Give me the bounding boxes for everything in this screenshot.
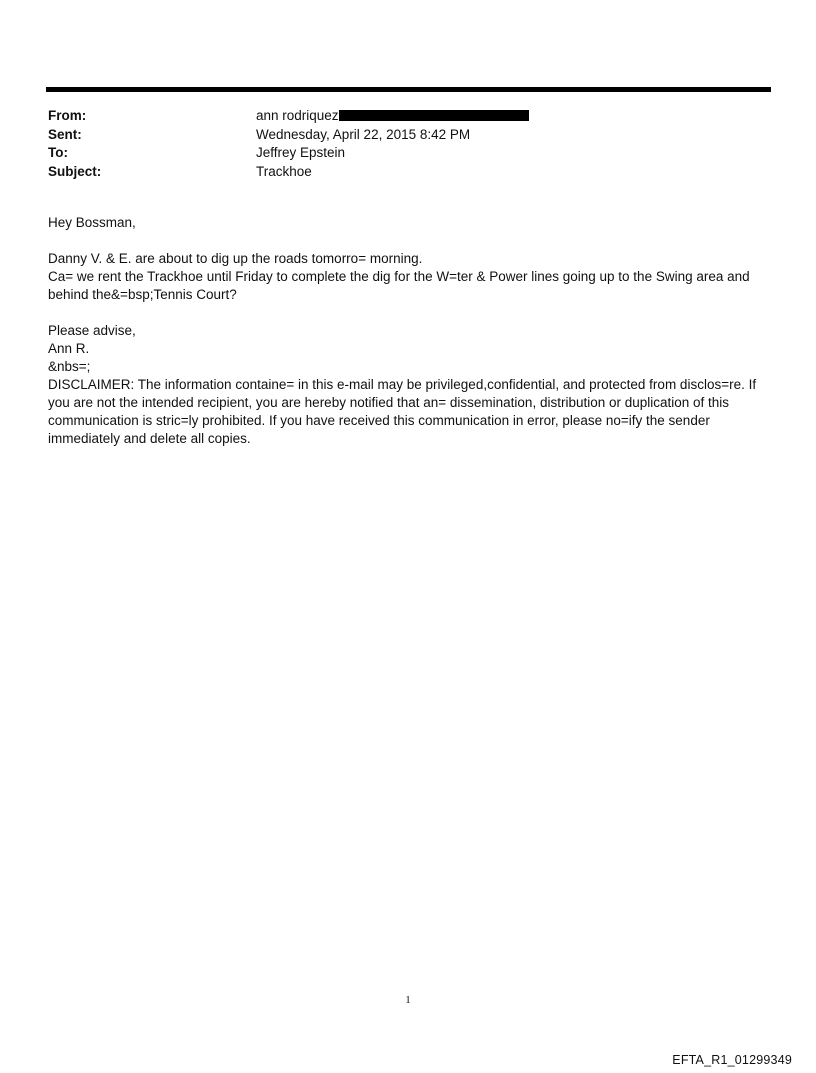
document-id: EFTA_R1_01299349 <box>672 1053 792 1067</box>
from-label: From: <box>48 108 87 123</box>
body-line-1: Danny V. & E. are about to dig up the roads tomorro= morning. <box>48 251 423 266</box>
sent-label: Sent: <box>48 126 82 142</box>
email-body <box>48 214 768 448</box>
to-row <box>48 144 748 163</box>
subject-label: Subject: <box>48 163 102 179</box>
body-line-2: Ca= we rent the Trackhoe until Friday to complete the dig for the W=ter & Power lines going up to the Swing area and behind the&=bsp;Tennis Court? <box>48 269 750 302</box>
disclaimer: DISCLAIMER: The information containe= in this e-mail may be privileged,confidential, and protected from disclos=re. If you are not the intended recipient, you are hereby notified that an= dissemination, distribution or duplication of this communication is stric=ly prohibited. If you have received this communication in error, please no=ify the sender immediately and delete all copies. <box>48 377 757 446</box>
greeting: Hey Bossman, <box>48 215 136 230</box>
sent-row <box>48 126 748 145</box>
nbsp-artifact: &nbs=; <box>48 359 91 374</box>
closing: Please advise, <box>48 323 136 338</box>
email-header <box>48 107 748 181</box>
subject-value: Trackhoe <box>256 163 312 179</box>
from-row <box>48 107 748 126</box>
to-label: To: <box>48 145 68 160</box>
sent-value: Wednesday, April 22, 2015 8:42 PM <box>256 126 471 142</box>
redaction-bar <box>339 110 529 121</box>
subject-row <box>48 163 748 182</box>
sender-name: ann rodriquez <box>256 108 339 123</box>
page-number: 1 <box>405 994 411 1006</box>
signature: Ann R. <box>48 341 90 356</box>
from-value <box>256 107 529 125</box>
to-value: Jeffrey Epstein <box>256 145 346 160</box>
header-divider <box>46 87 771 92</box>
